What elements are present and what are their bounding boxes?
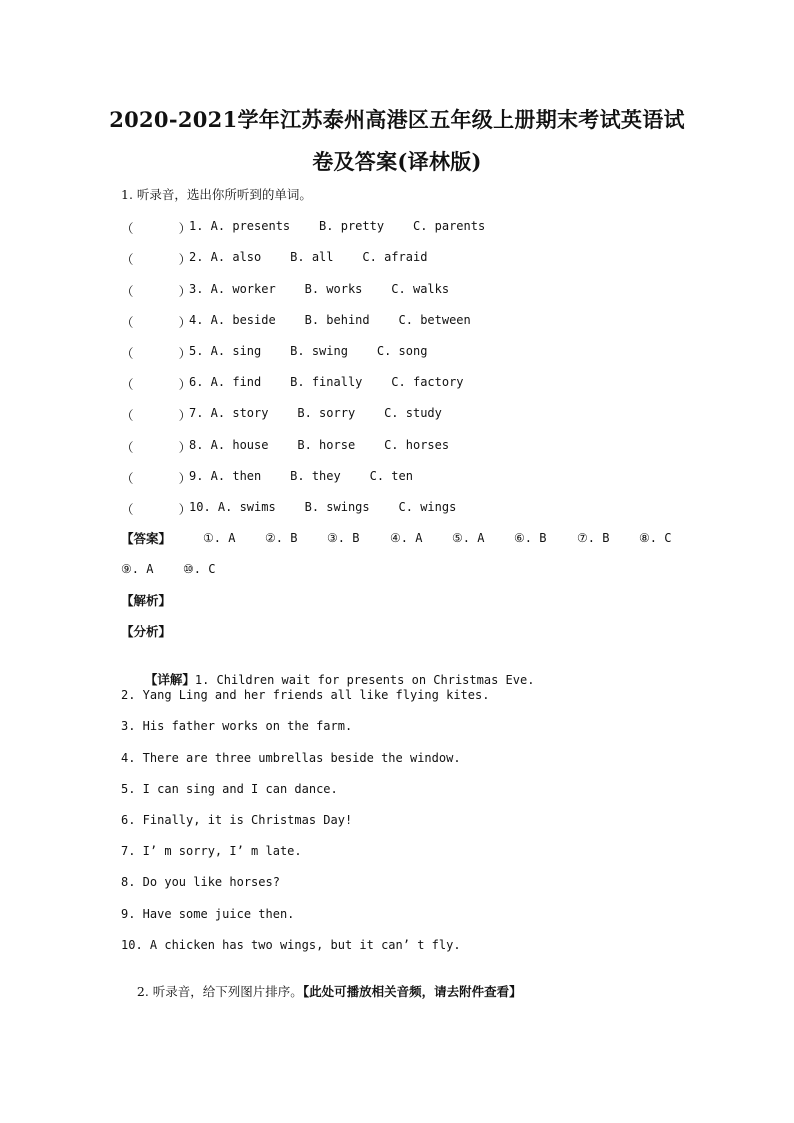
audio-note: 【此处可播放相关音频，请去附件查看】 — [302, 984, 522, 999]
detail-line: 8. Do you like horses? — [121, 875, 280, 889]
document-title-line-1: 2020-2021学年江苏泰州高港区五年级上册期末考试英语试 — [109, 107, 685, 132]
answer-item: ⑩. C — [183, 562, 216, 576]
detail-line: 10. A chicken has two wings, but it can’ t fly. — [121, 938, 461, 952]
question-options: 2. A. also B. all C. afraid — [189, 250, 428, 264]
section-2-heading-text: 2. 听录音，给下列图片排序。 — [136, 984, 303, 999]
detail-line: 2. Yang Ling and her friends all like flying kites. — [121, 688, 490, 702]
detail-line: 3. His father works on the farm. — [121, 719, 353, 733]
answer-item: ②. B — [265, 531, 298, 545]
answer-label: 【答案】 — [121, 531, 172, 546]
document-title-line-2: 卷及答案(译林版) — [312, 149, 482, 174]
detail-line: 7. I’ m sorry, I’ m late. — [121, 844, 302, 858]
answer-item: ⑨. A — [121, 562, 154, 576]
answer-blank: （ ） — [121, 377, 192, 392]
answer-item: ③. B — [327, 531, 360, 545]
answer-blank: （ ） — [121, 408, 192, 423]
answer-blank: （ ） — [121, 502, 192, 517]
answer-blank: （ ） — [121, 471, 192, 486]
answer-item: ⑥. B — [514, 531, 547, 545]
answer-blank: （ ） — [121, 315, 192, 330]
question-options: 9. A. then B. they C. ten — [189, 469, 413, 483]
answer-blank: （ ） — [121, 284, 192, 299]
answer-item: ①. A — [203, 531, 236, 545]
question-options: 8. A. house B. horse C. horses — [189, 438, 450, 452]
question-options: 3. A. worker B. works C. walks — [189, 282, 450, 296]
question-options: 1. A. presents B. pretty C. parents — [189, 219, 486, 233]
answer-item: ⑤. A — [452, 531, 485, 545]
question-options: 7. A. story B. sorry C. study — [189, 406, 442, 420]
answer-blank: （ ） — [121, 252, 192, 267]
detail-label: 【详解】 — [144, 672, 195, 687]
detail-text: 1. Children wait for presents on Christmas Eve. — [194, 673, 535, 687]
answer-blank: （ ） — [121, 221, 192, 236]
answer-blank: （ ） — [121, 346, 192, 361]
detail-line: 9. Have some juice then. — [121, 907, 295, 921]
answer-item: ④. A — [390, 531, 423, 545]
detail-line: 5. I can sing and I can dance. — [121, 782, 338, 796]
answer-blank: （ ） — [121, 440, 192, 455]
answer-item: ⑧. C — [639, 531, 672, 545]
question-options: 6. A. find B. finally C. factory — [189, 375, 464, 389]
question-options: 5. A. sing B. swing C. song — [189, 344, 428, 358]
analysis-label: 【解析】 — [121, 593, 172, 608]
fenxi-label: 【分析】 — [121, 624, 172, 639]
detail-line: 4. There are three umbrellas beside the window. — [121, 751, 461, 765]
section-2-heading — [121, 968, 522, 1016]
question-options: 4. A. beside B. behind C. between — [189, 313, 471, 327]
detail-line: 6. Finally, it is Christmas Day! — [121, 813, 353, 827]
question-options: 10. A. swims B. swings C. wings — [189, 500, 457, 514]
answer-item: ⑦. B — [577, 531, 610, 545]
section-1-heading: 1. 听录音，选出你所听到的单词。 — [121, 187, 312, 202]
